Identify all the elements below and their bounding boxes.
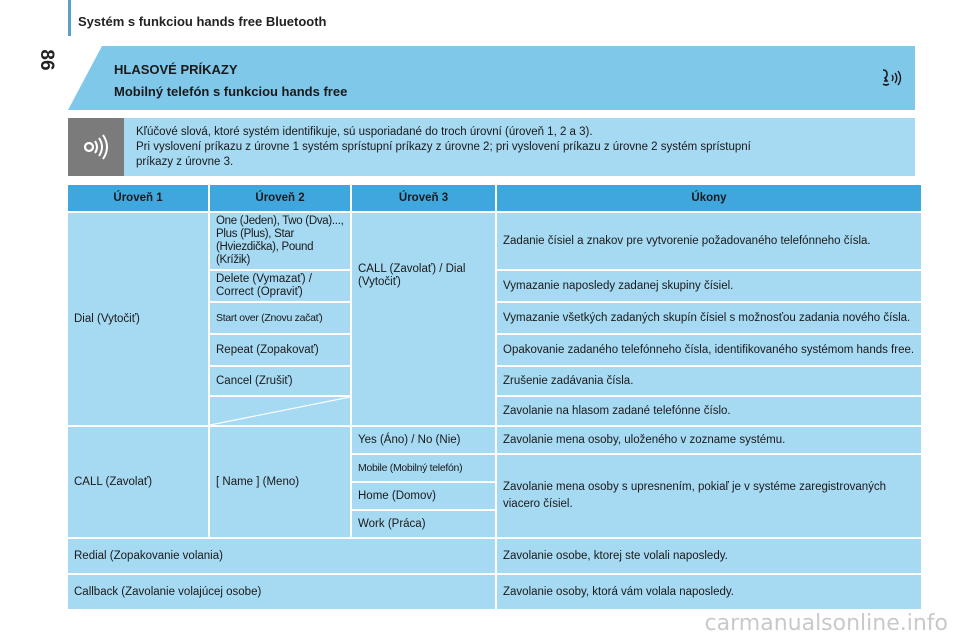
dial-action-digits: Zadanie čísiel a znakov pre vytvorenie požadovaného telefónneho čísla. [497,213,921,269]
redial-label: Redial (Zopakovanie volania) [68,539,495,573]
dial-action-startover: Vymazanie všetkých zadaných skupín čísiel s možnosťou zadania nového čísla. [497,303,921,333]
dial-level2-empty [210,397,350,425]
banner-title: HLASOVÉ PRÍKAZY [114,62,238,77]
call-action-yesno: Zavolanie mena osoby, uloženého v zozname systému. [497,427,921,453]
call-action-group: Zavolanie mena osoby s upresnením, pokiaľ je v systéme zaregistrovaných viacero čísiel. [497,455,921,537]
table-row [68,427,921,453]
table-header-row [68,185,921,211]
dial-action-call: Zavolanie na hlasom zadané telefónne číslo. [497,397,921,425]
callback-label: Callback (Zavolanie volajúcej osobe) [68,575,495,609]
dial-level2-startover: Start over (Znovu začať) [210,303,350,333]
call-level1: CALL (Zavolať) [68,427,208,537]
dial-action-delete: Vymazanie naposledy zadanej skupiny čísiel. [497,271,921,301]
dial-level3: CALL (Zavolať) / Dial (Vytočiť) [352,213,495,425]
section-banner [68,46,915,110]
call-level2: [ Name ] (Meno) [210,427,350,537]
intro-line: Kľúčové slová, ktoré systém identifikuje, sú usporiadané do troch úrovní (úroveň 1, 2 a 3). [136,126,593,138]
call-level3-yesno: Yes (Áno) / No (Nie) [352,427,495,453]
dial-level2-cancel: Cancel (Zrušiť) [210,367,350,395]
banner-subtitle: Mobilný telefón s funkciou hands free [114,84,348,99]
intro-text [136,125,906,170]
dial-level2-repeat: Repeat (Zopakovať) [210,335,350,365]
table-row [68,575,921,609]
dial-level2-delete: Delete (Vymazať) / Correct (Opraviť) [210,271,350,301]
watermark: carmanualsonline.info [704,611,948,636]
intro-box [68,118,915,176]
page-number: 86 [36,49,57,71]
table-row [68,539,921,573]
header-level2: Úroveň 2 [210,185,350,211]
call-level3-home: Home (Domov) [352,483,495,509]
header-actions: Úkony [497,185,921,211]
banner-corner [68,46,102,110]
voice-commands-table [66,183,923,611]
intro-line: Pri vyslovení príkazu z úrovne 1 systém sprístupní príkazy z úrovne 2; pri vyslovení príkazu z úrovne 2 systém sprístupní [136,141,751,153]
callback-action: Zavolanie osoby, ktorá vám volala naposledy. [497,575,921,609]
section-title: Systém s funkciou hands free Bluetooth [78,14,327,29]
call-level3-mobile: Mobile (Mobilný telefón) [352,455,495,481]
voice-command-icon [877,66,903,92]
dial-action-repeat: Opakovanie zadaného telefónneho čísla, identifikovaného systémom hands free. [497,335,921,365]
call-level3-work: Work (Práca) [352,511,495,537]
empty-cell-slash [210,397,350,425]
speaker-icon [82,133,110,161]
dial-level1: Dial (Vytočiť) [68,213,208,425]
dial-action-cancel: Zrušenie zadávania čísla. [497,367,921,395]
table-row [68,213,921,269]
dial-level2-digits: One (Jeden), Two (Dva)..., Plus (Plus), Star (Hviezdička), Pound (Krížik) [210,213,350,269]
redial-action: Zavolanie osobe, ktorej ste volali naposledy. [497,539,921,573]
section-marker-bar [68,0,71,36]
header-level1: Úroveň 1 [68,185,208,211]
intro-icon-box [68,118,124,176]
intro-line: príkazy z úrovne 3. [136,156,234,168]
header-level3: Úroveň 3 [352,185,495,211]
